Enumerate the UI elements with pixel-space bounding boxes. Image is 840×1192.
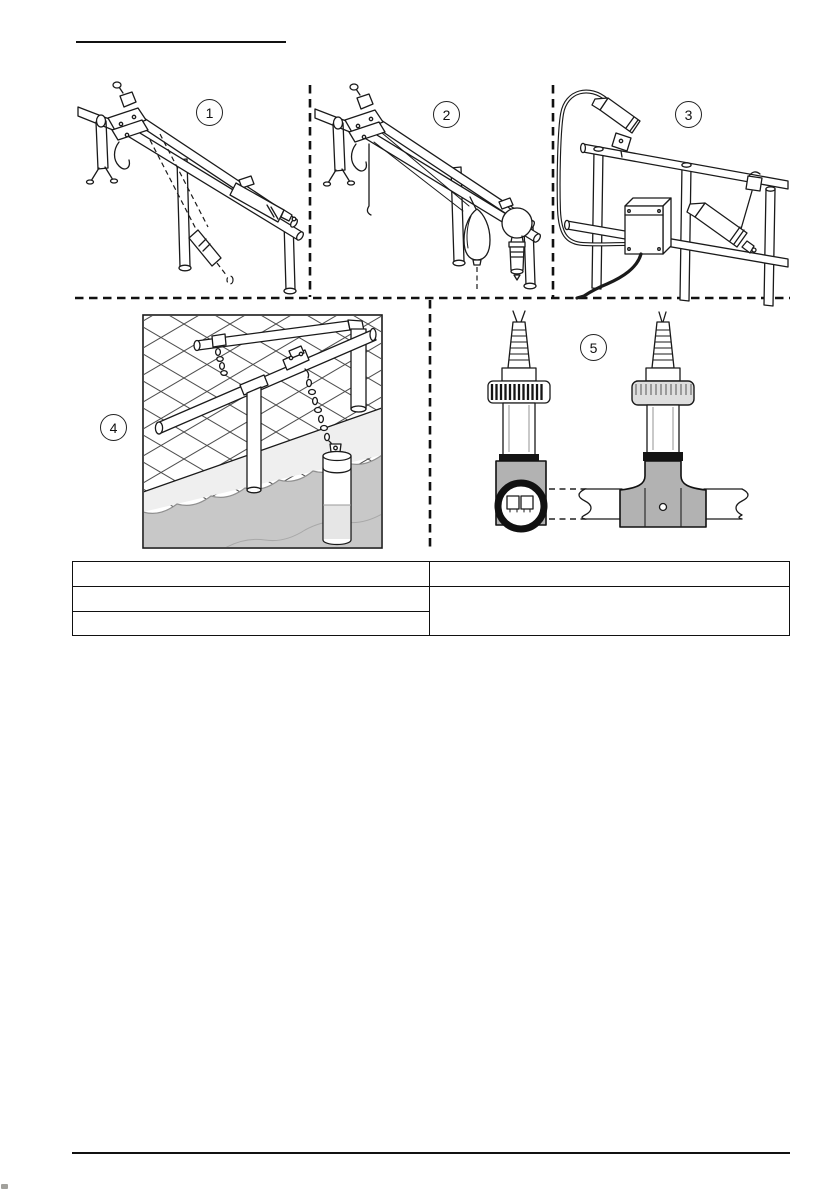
caption-cell-left-2	[73, 587, 430, 612]
caption-cell-left-3	[73, 612, 430, 636]
figure-caption-table	[72, 561, 790, 636]
rail-clamp-assembly	[108, 82, 148, 169]
caption-cell-right-1	[430, 562, 790, 587]
tee-fitting-end-view	[488, 311, 550, 529]
panel-2-float-mount-illustration	[315, 84, 542, 292]
figure-callout-2: 2	[433, 101, 460, 128]
footer-rule	[72, 1152, 790, 1154]
submerged-sensor	[323, 444, 351, 545]
caption-cell-left-1	[73, 562, 430, 587]
figure-callout-5: 5	[580, 334, 607, 361]
figure-callout-1: 1	[196, 99, 223, 126]
panel-4-basin-suspension-illustration	[143, 315, 382, 548]
rail-mounted-sensor	[687, 172, 762, 253]
panel-3-junction-box-illustration	[559, 92, 788, 306]
page-corner-print-artifact	[1, 1184, 8, 1189]
outgoing-cable	[577, 254, 641, 298]
junction-box	[625, 198, 671, 254]
panel-1-handrail-mount-illustration	[78, 82, 305, 294]
panel-5-tee-fitting-illustration	[488, 311, 748, 529]
figure-callout-3: 3	[675, 101, 702, 128]
rail-clamp-assembly	[345, 84, 385, 171]
figure-callout-4: 4	[100, 414, 127, 441]
alignment-dashed-leaders	[549, 489, 589, 519]
caption-cell-right-2	[430, 587, 790, 636]
